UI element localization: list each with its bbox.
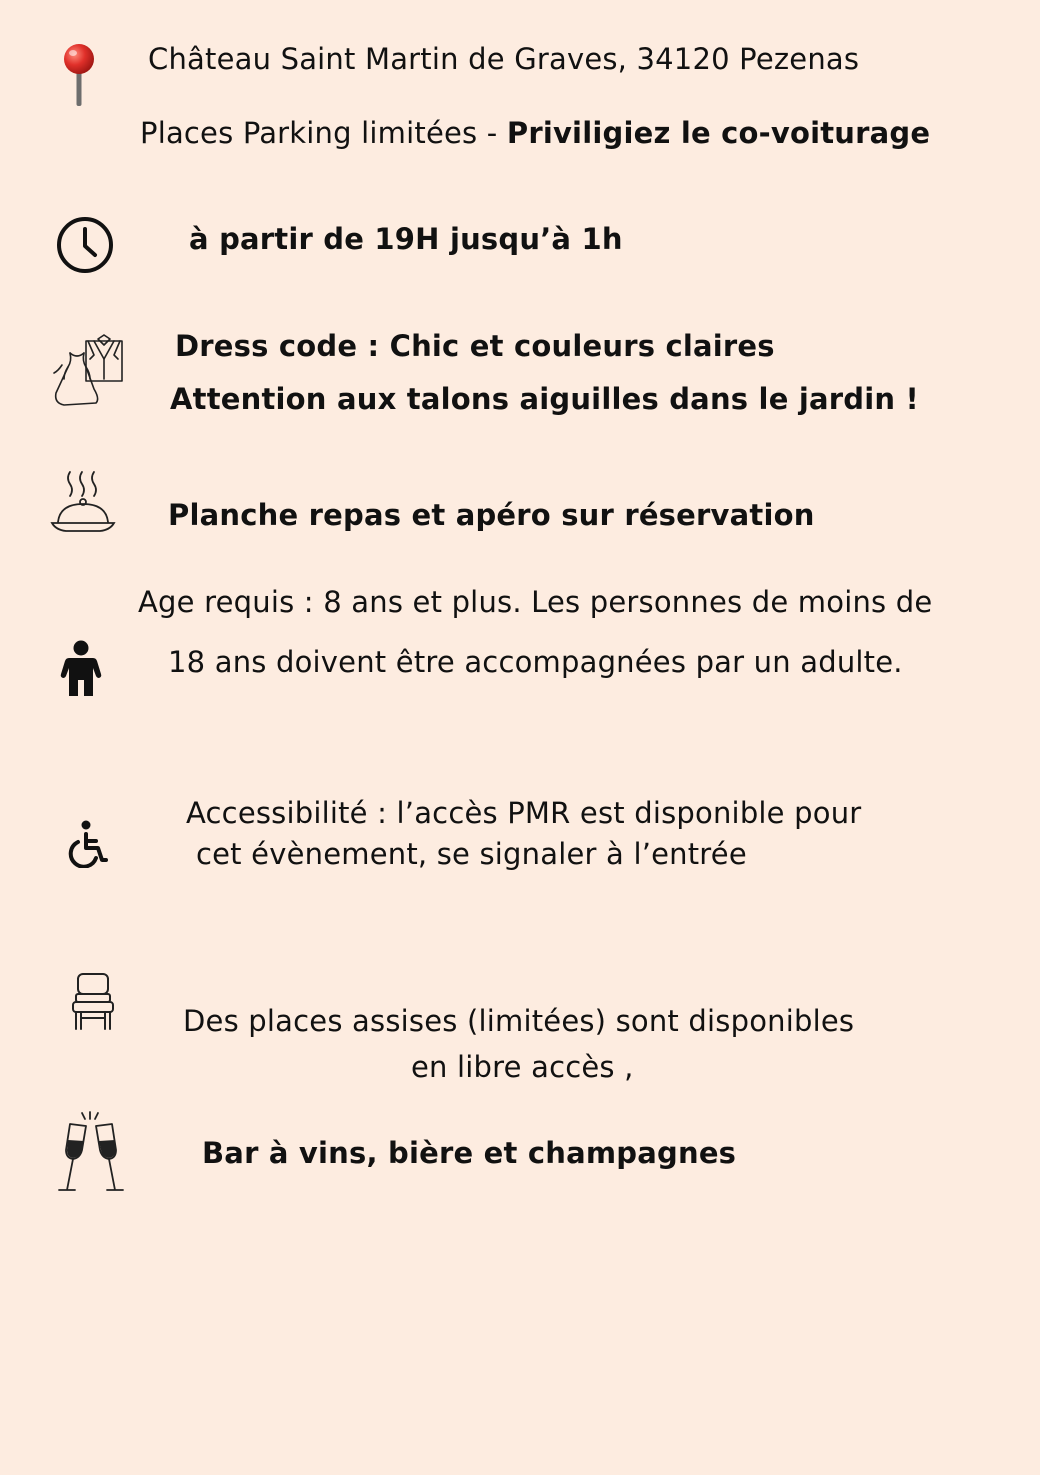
dress-code-text: Dress code : Chic et couleurs claires xyxy=(175,329,775,363)
dress-suit-icon xyxy=(50,333,126,411)
access-text-line1: Accessibilité : l’accès PMR est disponible pour xyxy=(186,796,862,830)
bar-text: Bar à vins, bière et champagnes xyxy=(202,1136,737,1170)
parking-note xyxy=(140,116,930,151)
wheelchair-icon xyxy=(66,820,108,868)
food-text: Planche repas et apéro sur réservation xyxy=(168,498,815,532)
time-text: à partir de 19H jusqu’à 1h xyxy=(189,222,623,256)
champagne-glasses-icon xyxy=(52,1110,130,1198)
access-text-line2: cet évènement, se signaler à l’entrée xyxy=(196,837,747,871)
parking-prefix: Places Parking limitées - xyxy=(140,116,507,150)
address-text: Château Saint Martin de Graves, 34120 Pezenas xyxy=(148,42,860,76)
child-icon xyxy=(60,640,102,698)
age-text-line1: Age requis : 8 ans et plus. Les personnes de moins de xyxy=(138,585,933,619)
age-text-line2: 18 ans doivent être accompagnées par un adulte. xyxy=(168,645,903,679)
clock-icon xyxy=(55,215,115,275)
heels-warning-text: Attention aux talons aiguilles dans le jardin ! xyxy=(170,382,919,416)
carpool-advice: Priviligiez le co-voiturage xyxy=(506,116,931,150)
pin-icon xyxy=(58,42,100,108)
seating-text-line1: Des places assises (limitées) sont disponibles xyxy=(183,1004,855,1038)
seating-text-line2: en libre accès , xyxy=(411,1050,634,1084)
cloche-icon xyxy=(50,470,118,536)
chair-icon xyxy=(70,972,116,1032)
